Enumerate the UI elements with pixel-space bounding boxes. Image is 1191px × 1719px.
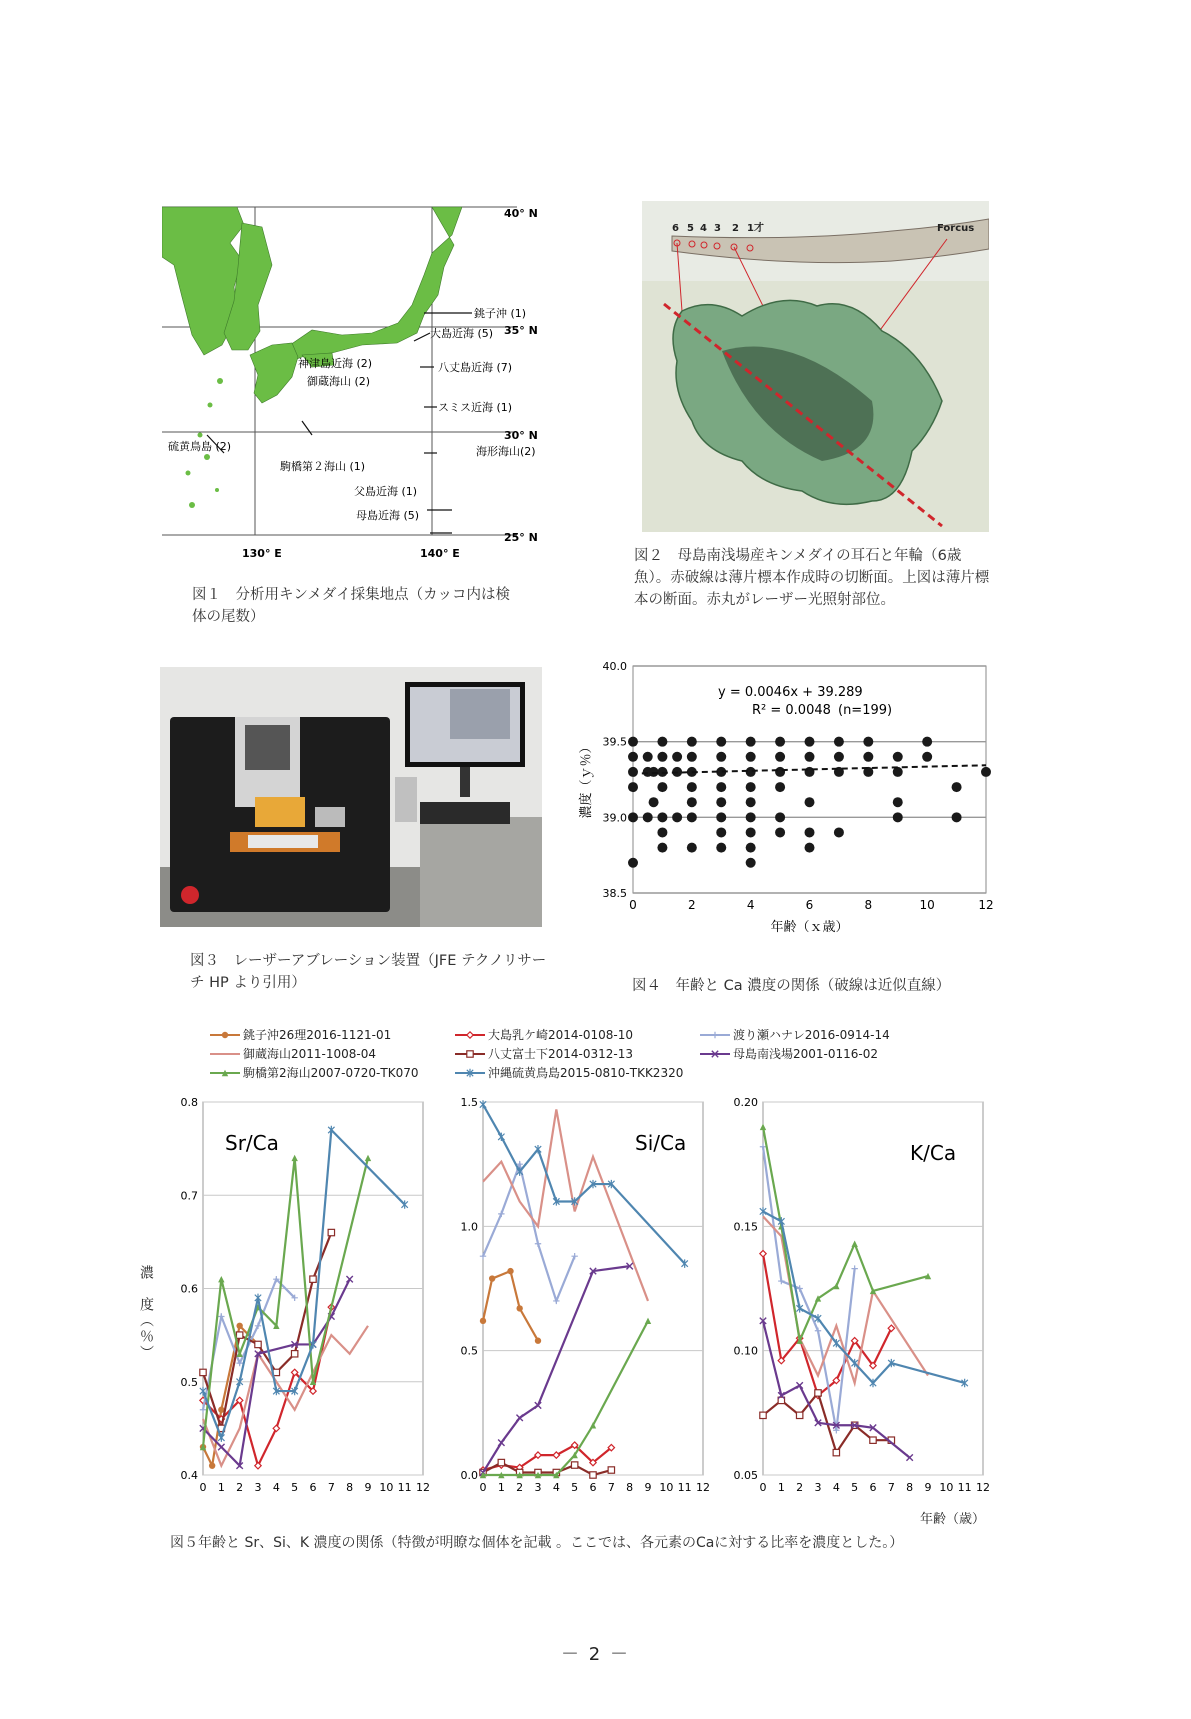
panel-title: K/Ca bbox=[910, 1141, 957, 1165]
data-point bbox=[672, 752, 682, 762]
y-tick-label: 0.20 bbox=[733, 1096, 758, 1109]
x-tick-label: 4 bbox=[552, 1481, 560, 1494]
ring-label: Forcus bbox=[937, 223, 975, 234]
x-tick-label: 8 bbox=[864, 898, 873, 912]
otolith-graphic bbox=[642, 201, 989, 532]
fig4-chart bbox=[578, 658, 1008, 958]
y-tick-label: 1.5 bbox=[460, 1096, 478, 1109]
marker bbox=[236, 1332, 242, 1338]
data-point bbox=[805, 827, 815, 837]
data-point bbox=[981, 767, 991, 777]
x-tick-label: 0 bbox=[759, 1481, 767, 1494]
legend-label: 八丈富士下2014-0312-13 bbox=[488, 1047, 634, 1061]
trend-r2: R² = 0.0048 bbox=[752, 703, 831, 718]
map-place-label: 硫黄鳥島 (2) bbox=[168, 440, 232, 453]
x-tick-label: 0 bbox=[199, 1481, 207, 1494]
data-point bbox=[716, 737, 726, 747]
data-point bbox=[716, 812, 726, 822]
data-point bbox=[657, 737, 667, 747]
element-ratio-charts bbox=[165, 1090, 1025, 1510]
legend-item bbox=[210, 1045, 376, 1062]
x-tick-label: 12 bbox=[696, 1481, 710, 1494]
fig5-caption: 図５年齢と Sr、Si、K 濃度の関係（特徴が明瞭な個体を記載 。ここでは、各元素のCaに対する比率を濃度とした。） bbox=[170, 1535, 904, 1551]
sample-count: (n=199) bbox=[838, 703, 893, 718]
x-tick-label: 4 bbox=[746, 898, 755, 912]
x-tick-label: 11 bbox=[957, 1481, 972, 1494]
legend-item bbox=[210, 1064, 418, 1081]
data-point bbox=[643, 752, 653, 762]
x-tick-label: 0 bbox=[629, 898, 637, 912]
marker bbox=[516, 1305, 522, 1311]
x-tick-label: 12 bbox=[976, 1481, 990, 1494]
data-point bbox=[746, 737, 756, 747]
fig5-legend bbox=[210, 1026, 930, 1086]
data-point bbox=[922, 752, 932, 762]
page-number: － 2 － bbox=[561, 1644, 630, 1665]
data-point bbox=[775, 812, 785, 822]
data-point bbox=[834, 827, 844, 837]
marker bbox=[222, 1031, 228, 1037]
legend-item bbox=[210, 1026, 391, 1043]
legend-swatch bbox=[210, 1068, 240, 1078]
marker bbox=[590, 1472, 596, 1478]
x-tick-label: 12 bbox=[416, 1481, 430, 1494]
map-place-label: 父島近海 (1) bbox=[354, 485, 418, 498]
marker bbox=[815, 1390, 821, 1396]
data-point bbox=[805, 752, 815, 762]
marker bbox=[467, 1031, 473, 1037]
x-tick-label: 12 bbox=[978, 898, 994, 912]
legend-item bbox=[700, 1045, 878, 1062]
marker bbox=[467, 1050, 473, 1056]
x-tick-label: 7 bbox=[327, 1481, 335, 1494]
ring-label: 3 bbox=[714, 223, 721, 234]
marker bbox=[291, 1351, 297, 1357]
map-lat-label: 40° N bbox=[504, 207, 538, 220]
data-point bbox=[628, 767, 638, 777]
data-point bbox=[687, 782, 697, 792]
data-point bbox=[657, 782, 667, 792]
data-point bbox=[893, 752, 903, 762]
x-tick-label: 4 bbox=[272, 1481, 280, 1494]
data-point bbox=[893, 767, 903, 777]
x-tick-label: 10 bbox=[659, 1481, 674, 1494]
y-tick-label: 39.0 bbox=[602, 811, 627, 825]
data-point bbox=[746, 782, 756, 792]
map-place-label: 神津島近海 (2) bbox=[298, 357, 373, 370]
data-point bbox=[922, 737, 932, 747]
y-tick-label: 0.7 bbox=[180, 1189, 198, 1203]
fig1-map bbox=[162, 205, 574, 565]
legend-label: 駒橋第2海山2007-0720-TK070 bbox=[243, 1066, 419, 1080]
x-tick-label: 6 bbox=[589, 1481, 597, 1494]
x-tick-label: 3 bbox=[534, 1481, 542, 1494]
legend-swatch bbox=[700, 1049, 730, 1059]
legend-item bbox=[700, 1026, 890, 1043]
data-point bbox=[672, 812, 682, 822]
marker bbox=[712, 1031, 718, 1037]
map-lon-label: 130° E bbox=[242, 547, 282, 560]
map-lat-label: 35° N bbox=[504, 324, 538, 337]
x-tick-label: 2 bbox=[516, 1481, 524, 1494]
data-point bbox=[628, 752, 638, 762]
data-point bbox=[657, 827, 667, 837]
fig2-otolith-photo bbox=[642, 201, 989, 532]
x-tick-label: 10 bbox=[379, 1481, 394, 1494]
legend-label: 御蔵海山2011-1008-04 bbox=[243, 1047, 377, 1061]
x-tick-label: 2 bbox=[796, 1481, 804, 1494]
marker bbox=[255, 1341, 261, 1347]
map-lon-label: 140° E bbox=[420, 547, 460, 560]
x-tick-label: 10 bbox=[939, 1481, 954, 1494]
x-tick-label: 0 bbox=[479, 1481, 487, 1494]
map-place-label: 母島近海 (5) bbox=[356, 509, 420, 522]
panel-title: Sr/Ca bbox=[225, 1131, 279, 1155]
x-tick-label: 2 bbox=[236, 1481, 244, 1494]
data-point bbox=[805, 737, 815, 747]
data-point bbox=[716, 782, 726, 792]
y-tick-label: 38.5 bbox=[602, 887, 627, 900]
x-tick-label: 6 bbox=[805, 898, 814, 912]
data-point bbox=[775, 752, 785, 762]
data-point bbox=[952, 782, 962, 792]
ring-label: 1才 bbox=[747, 223, 764, 234]
legend-label: 母島南浅場2001-0116-02 bbox=[733, 1047, 879, 1061]
x-tick-label: 8 bbox=[906, 1481, 914, 1494]
y-tick-label: 0.0 bbox=[460, 1469, 478, 1482]
y-axis-label: 濃度（ｙ％） bbox=[579, 740, 594, 819]
ring-label: 4 bbox=[700, 223, 707, 234]
x-tick-label: 3 bbox=[254, 1481, 262, 1494]
fig2-caption: 図２ 母島南浅場産キンメダイの耳石と年輪（6歳魚）。赤破線は薄片標本作成時の切断面。上図は薄片標本の断面。赤丸がレーザー光照射部位。 bbox=[634, 548, 990, 608]
data-point bbox=[893, 797, 903, 807]
x-tick-label: 8 bbox=[346, 1481, 354, 1494]
x-axis-label: 年齢（ｘ歳） bbox=[770, 920, 849, 935]
legend-swatch bbox=[210, 1030, 240, 1040]
y-tick-label: 1.0 bbox=[460, 1220, 478, 1234]
marker bbox=[480, 1318, 486, 1324]
marker bbox=[507, 1268, 513, 1274]
y-tick-label: 0.15 bbox=[733, 1220, 758, 1234]
data-point bbox=[775, 737, 785, 747]
fig3-caption: 図３ レーザーアブレーション装置（JFE テクノリサーチ HP より引用） bbox=[190, 953, 547, 991]
data-point bbox=[746, 812, 756, 822]
x-tick-label: 1 bbox=[777, 1481, 785, 1494]
data-point bbox=[716, 843, 726, 853]
data-point bbox=[834, 752, 844, 762]
data-point bbox=[746, 827, 756, 837]
legend-swatch bbox=[700, 1030, 730, 1040]
data-point bbox=[687, 752, 697, 762]
x-tick-label: 6 bbox=[869, 1481, 877, 1494]
map-place-label: スミス近海 (1) bbox=[438, 401, 513, 414]
legend-swatch bbox=[455, 1049, 485, 1059]
data-point bbox=[746, 858, 756, 868]
y-tick-label: 40.0 bbox=[602, 660, 627, 673]
device-graphic bbox=[160, 667, 542, 927]
data-point bbox=[687, 843, 697, 853]
y-tick-label: 0.4 bbox=[180, 1469, 198, 1482]
map-lat-label: 30° N bbox=[504, 429, 538, 442]
ring-label: 2 bbox=[732, 223, 739, 234]
marker bbox=[328, 1229, 334, 1235]
legend-item bbox=[455, 1045, 633, 1062]
legend-label: 渡り瀬ハナレ2016-0914-14 bbox=[733, 1028, 890, 1042]
fig5-xlabel: 年齢（歳） bbox=[920, 1512, 986, 1527]
data-point bbox=[628, 812, 638, 822]
map-place-label: 大島近海 (5) bbox=[430, 327, 494, 340]
marker bbox=[535, 1338, 541, 1344]
y-tick-label: 0.10 bbox=[733, 1344, 758, 1358]
fig4-caption: 図４ 年齢と Ca 濃度の関係（破線は近似直線） bbox=[632, 978, 951, 994]
data-point bbox=[687, 812, 697, 822]
y-tick-label: 0.05 bbox=[733, 1469, 758, 1482]
legend-swatch bbox=[455, 1068, 485, 1078]
map-place-label: 海形海山(2) bbox=[476, 445, 536, 458]
data-point bbox=[687, 737, 697, 747]
data-point bbox=[687, 797, 697, 807]
data-point bbox=[893, 812, 903, 822]
data-point bbox=[746, 843, 756, 853]
data-point bbox=[716, 827, 726, 837]
marker bbox=[310, 1276, 316, 1282]
marker bbox=[236, 1323, 242, 1329]
ring-label: 6 bbox=[672, 223, 679, 234]
fig5-ylabel: 濃 度（％） bbox=[138, 1265, 154, 1361]
legend-label: 沖縄硫黄鳥島2015-0810-TKK2320 bbox=[488, 1066, 684, 1080]
x-tick-label: 7 bbox=[887, 1481, 895, 1494]
x-tick-label: 5 bbox=[851, 1481, 859, 1494]
data-point bbox=[628, 737, 638, 747]
data-point bbox=[775, 782, 785, 792]
legend-item bbox=[455, 1026, 633, 1043]
fig1-caption: 図１ 分析用キンメダイ採集地点（カッコ内は検体の尾数） bbox=[192, 587, 510, 625]
x-tick-label: 3 bbox=[814, 1481, 822, 1494]
data-point bbox=[643, 812, 653, 822]
data-point bbox=[649, 767, 659, 777]
data-point bbox=[716, 797, 726, 807]
x-tick-label: 2 bbox=[688, 898, 696, 912]
data-point bbox=[805, 797, 815, 807]
data-point bbox=[775, 767, 785, 777]
marker bbox=[833, 1449, 839, 1455]
map-place-label: 駒橋第２海山 (1) bbox=[280, 460, 366, 473]
marker bbox=[608, 1467, 614, 1473]
legend-swatch bbox=[455, 1030, 485, 1040]
marker bbox=[209, 1462, 215, 1468]
marker bbox=[489, 1275, 495, 1281]
x-tick-label: 1 bbox=[217, 1481, 225, 1494]
data-point bbox=[805, 843, 815, 853]
data-point bbox=[863, 752, 873, 762]
x-tick-label: 6 bbox=[309, 1481, 317, 1494]
marker bbox=[200, 1369, 206, 1375]
y-tick-label: 0.5 bbox=[180, 1375, 198, 1389]
marker bbox=[760, 1412, 766, 1418]
map-place-label: 八丈島近海 (7) bbox=[438, 361, 513, 374]
x-tick-label: 9 bbox=[924, 1481, 932, 1494]
x-tick-label: 10 bbox=[919, 898, 935, 912]
map-place-label: 御蔵海山 (2) bbox=[307, 375, 371, 388]
x-tick-label: 7 bbox=[607, 1481, 615, 1494]
data-point bbox=[649, 797, 659, 807]
data-point bbox=[746, 797, 756, 807]
data-point bbox=[716, 752, 726, 762]
fig5-charts bbox=[165, 1090, 1025, 1510]
marker bbox=[498, 1459, 504, 1465]
x-tick-label: 5 bbox=[571, 1481, 579, 1494]
x-tick-label: 1 bbox=[497, 1481, 505, 1494]
data-point bbox=[657, 752, 667, 762]
data-point bbox=[628, 858, 638, 868]
x-tick-label: 9 bbox=[644, 1481, 652, 1494]
ring-label: 5 bbox=[687, 223, 694, 234]
data-point bbox=[775, 827, 785, 837]
panel-title: Si/Ca bbox=[635, 1131, 687, 1155]
marker bbox=[796, 1412, 802, 1418]
data-point bbox=[657, 843, 667, 853]
marker bbox=[870, 1437, 876, 1443]
data-point bbox=[863, 737, 873, 747]
marker bbox=[571, 1462, 577, 1468]
y-tick-label: 0.8 bbox=[180, 1096, 198, 1109]
map-place-label: 銚子沖 (1) bbox=[474, 307, 527, 320]
data-point bbox=[746, 752, 756, 762]
y-tick-label: 0.6 bbox=[180, 1282, 198, 1296]
y-tick-label: 39.5 bbox=[602, 735, 627, 749]
map-lat-label: 25° N bbox=[504, 531, 538, 544]
x-tick-label: 4 bbox=[832, 1481, 840, 1494]
legend-label: 大島乳ケ崎2014-0108-10 bbox=[488, 1028, 634, 1042]
x-tick-label: 9 bbox=[364, 1481, 372, 1494]
data-point bbox=[834, 737, 844, 747]
data-point bbox=[746, 767, 756, 777]
x-tick-label: 11 bbox=[397, 1481, 412, 1494]
plot-area bbox=[633, 666, 986, 893]
x-tick-label: 8 bbox=[626, 1481, 634, 1494]
legend-label: 銚子沖26理2016-1121-01 bbox=[243, 1028, 392, 1042]
fig3-device-photo bbox=[160, 667, 542, 927]
map-graphic bbox=[162, 205, 574, 565]
x-tick-label: 11 bbox=[677, 1481, 692, 1494]
ca-scatter-chart bbox=[578, 658, 1008, 958]
y-tick-label: 0.5 bbox=[460, 1344, 478, 1358]
data-point bbox=[952, 812, 962, 822]
legend-swatch bbox=[210, 1049, 240, 1059]
data-point bbox=[628, 782, 638, 792]
data-point bbox=[657, 812, 667, 822]
legend-item bbox=[455, 1064, 683, 1081]
x-tick-label: 5 bbox=[291, 1481, 299, 1494]
trend-equation: y = 0.0046x + 39.289 bbox=[718, 685, 863, 700]
